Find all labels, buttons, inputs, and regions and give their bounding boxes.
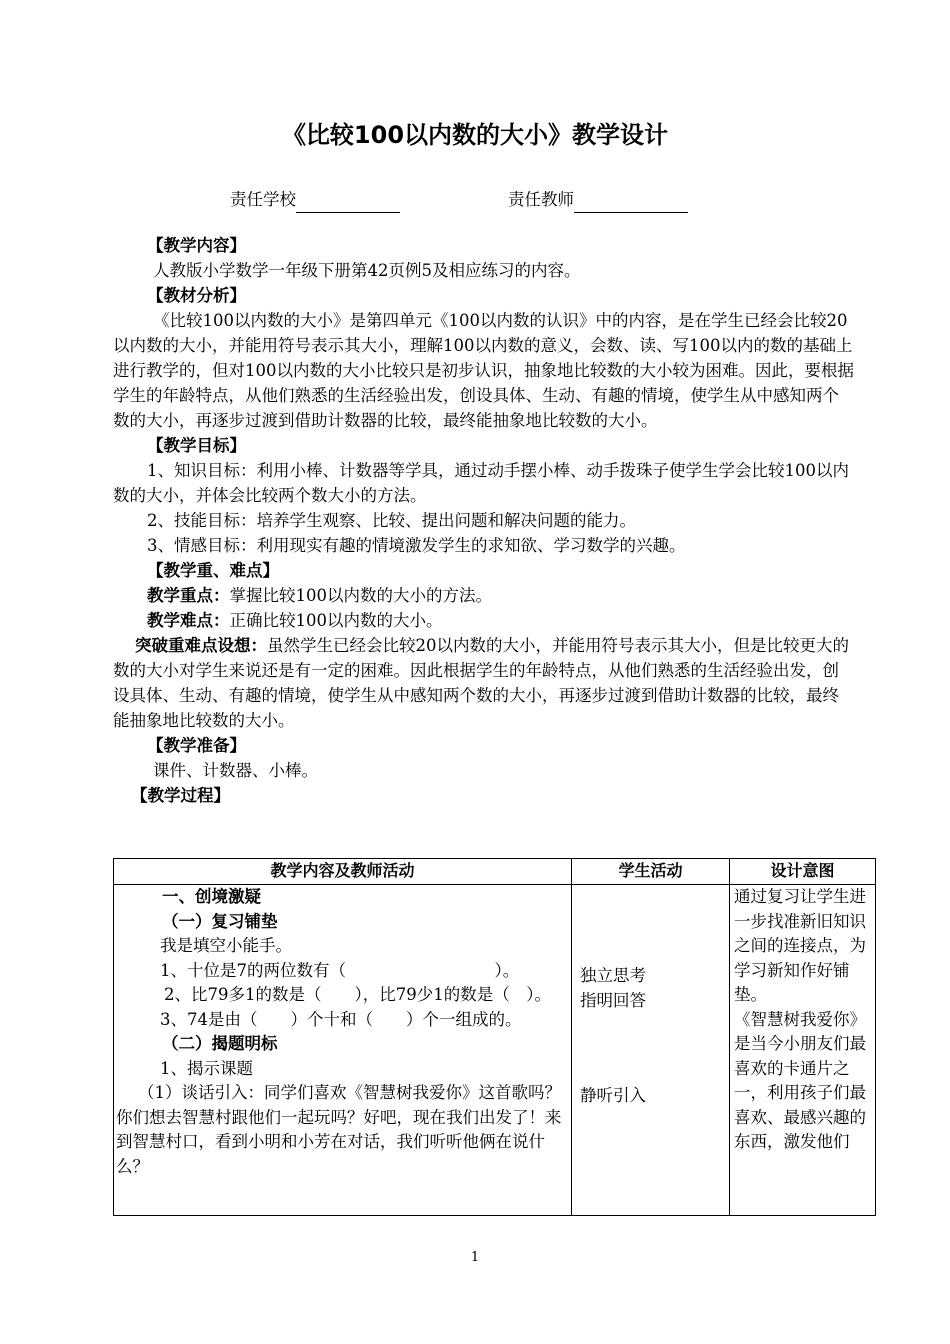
difficulty-text: 正确比较100以内数的大小。 [229,611,443,630]
content-heading: 【教学内容】 [147,236,246,255]
review-question-2: 2、比79多1的数是（ ），比79少1的数是（ ）。 [164,985,551,1004]
teacher-activity-cell [114,885,572,1216]
substep-heading-topic: （二）揭题明标 [162,1034,278,1053]
key-point-label: 教学重点： [147,586,230,605]
prep-text: 课件、计数器、小棒。 [153,761,318,780]
review-intro: 我是填空小能手。 [160,936,292,955]
review-question-3: 3、74是由（ ）个十和（ ）个一组成的。 [160,1009,522,1029]
intent-song: 《智慧树我爱你》是当今小朋友们最喜欢的卡通片之一，利用孩子们最喜欢、最感兴趣的东西，激发他们 [734,1009,866,1151]
document-title: 《比较100以内数的大小》教学设计 [281,121,669,149]
analysis-heading: 【教材分析】 [147,286,246,305]
header-student-activity: 学生活动 [572,859,730,885]
teaching-process-table [113,858,876,1216]
school-blank-line [296,193,400,213]
table-row [114,885,876,1216]
process-heading: 【教学过程】 [131,786,230,805]
analysis-text: 《比较100以内数的大小》是第四单元《100以内数的认识》中的内容，是在学生已经会比较20以内数的大小，并能用符号表示其大小，理解100以内数的意义，会数、读、写100以内的数的基础上进行教学的，但对100以内数的大小比较只是初步认识，抽象地比较数的大小较为困难。因此，要根据学生的年龄特点，从他们熟悉的生活经验出发，创设具体、生动、有趣的情境，使学生从中感知两个数的大小，再逐步过渡到借助计数器的比较，最终能抽象地比较数的大小。 [113,311,854,430]
document-body [113,233,855,808]
goals-heading: 【教学目标】 [147,436,246,455]
header-design-intent: 设计意图 [730,859,876,885]
topic-introduction: （1）谈话引入：同学们喜欢《智慧树我爱你》这首歌吗？你们想去智慧村跟他们一起玩吗？好吧，现在我们出发了！来到智慧村口，看到小明和小芳在对话，我们听听他俩在说什么？ [116,1083,562,1176]
student-answer: 指明回答 [580,990,646,1010]
goal-knowledge: 1、知识目标：利用小棒、计数器等学具，通过动手摆小棒、动手拨珠子使学生学会比较100以内数的大小，并体会比较两个数大小的方法。 [113,461,849,505]
goal-skill: 2、技能目标：培养学生观察、比较、提出问题和解决问题的能力。 [147,511,636,530]
content-text: 人教版小学数学一年级下册第42页例5及相应练习的内容。 [153,261,581,280]
difficulty-label: 教学难点： [147,611,230,630]
breakthrough-text: 虽然学生已经会比较20以内数的大小，并能用符号表示其大小，但是比较更大的数的大小对学生来说还是有一定的困难。因此根据学生的年龄特点，从他们熟悉的生活经验出发，创设具体、生动、有趣的情境，使学生从中感知两个数的大小，再逐步过渡到借助计数器的比较，最终能抽象地比较数的大小。 [113,636,849,730]
difficulty-point [113,608,855,633]
reveal-topic: 1、揭示课题 [160,1058,253,1078]
key-points-heading: 【教学重、难点】 [147,561,279,580]
student-listen: 静听引入 [580,1086,646,1105]
intent-review: 通过复习让学生进一步找准新旧知识之间的连接点，为学习新知作好铺垫。 [734,887,866,1004]
substep-heading-review: （一）复习铺垫 [162,911,278,931]
responsible-school-field [230,187,400,213]
prep-heading: 【教学准备】 [147,736,246,755]
design-intent-cell [730,885,876,1216]
key-point [113,583,855,608]
table-header-row [114,859,876,885]
step-heading: 一、创境激疑 [162,887,261,906]
review-question-1: 1、十位是7的两位数有（ ）。 [160,960,520,980]
page-number: 1 [470,1250,480,1265]
goal-emotion: 3、情感目标：利用现实有趣的情境激发学生的求知欲、学习数学的兴趣。 [147,536,686,555]
breakthrough-label: 突破重难点设想： [135,636,267,655]
header-teacher-activity: 教学内容及教师活动 [114,859,572,885]
student-think: 独立思考 [580,966,646,985]
student-activity-cell [572,885,730,1216]
responsible-teacher-field [508,187,688,213]
school-label: 责任学校 [230,190,296,209]
teacher-blank-line [574,193,688,213]
key-point-text: 掌握比较100以内数的大小的方法。 [229,586,492,605]
breakthrough-paragraph [113,633,855,733]
teacher-label: 责任教师 [508,190,574,209]
